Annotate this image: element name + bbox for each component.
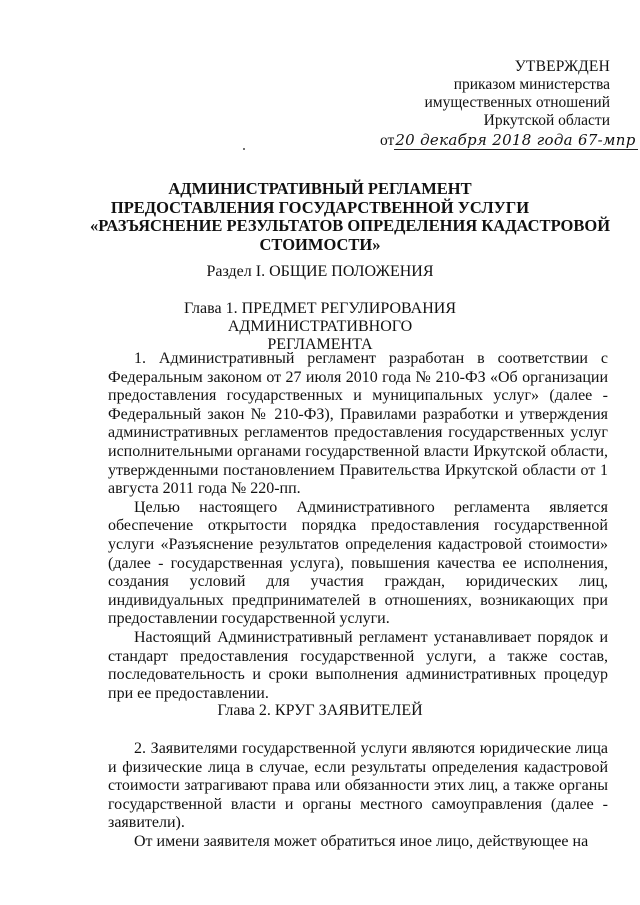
- handwritten-order-date-number: 20 декабря 2018 года 67-мпр: [395, 131, 636, 149]
- approval-line-2: имущественных отношений: [424, 94, 610, 111]
- approval-stamp: [380, 58, 636, 150]
- paragraph-representative: От имени заявителя может обратиться иное лицо, действующее на: [134, 832, 589, 850]
- scan-speck: [243, 148, 245, 150]
- approval-line-1: приказом министерства: [453, 76, 610, 93]
- title-line-2: ПРЕДОСТАВЛЕНИЯ ГОСУДАРСТВЕННОЙ УСЛУГИ: [110, 197, 530, 217]
- section-heading: Раздел I. ОБЩИЕ ПОЛОЖЕНИЯ: [206, 263, 434, 280]
- title-line-1: АДМИНИСТРАТИВНЫЙ РЕГЛАМЕНТ: [168, 179, 472, 198]
- chapter-1-heading-line-2: РЕГЛАМЕНТА: [267, 336, 373, 353]
- document-title: [90, 179, 611, 254]
- chapter-1-heading-line-1: Глава 1. ПРЕДМЕТ РЕГУЛИРОВАНИЯ АДМИНИСТРАТИВНОГО: [184, 300, 456, 335]
- approved-label: УТВЕРЖДЕН: [514, 58, 610, 75]
- title-line-3: «РАЗЪЯСНЕНИЕ РЕЗУЛЬТАТОВ ОПРЕДЕЛЕНИЯ КАДАСТРОВОЙ: [90, 216, 611, 235]
- approval-order-line: [380, 131, 636, 150]
- chapter-2-heading: Глава 2. КРУГ ЗАЯВИТЕЛЕЙ: [217, 702, 423, 719]
- approval-line-3: Иркутской области: [483, 112, 610, 129]
- title-line-4: СТОИМОСТИ»: [259, 234, 381, 254]
- chapter-1-body: [108, 350, 608, 703]
- paragraph-scope: Настоящий Административный регламент устанавливает порядок и стандарт предоставления государственной услуги, а также состав, последовательность и сроки выполнения административных процедур при ее предоставлении.: [108, 628, 608, 702]
- order-prefix: от: [380, 132, 395, 149]
- chapter-1-heading: [90, 300, 550, 354]
- paragraph-2: 2. Заявителями государственной услуги являются юридические лица и физические лица в случае, если результаты определения кадастровой стоимости затрагивают права или обязанности этих лиц, а также органы государственной власти и органы местного самоуправления (далее - заявители).: [108, 740, 608, 832]
- paragraph-1: 1. Административный регламент разработан в соответствии с Федеральным законом от 27 июля 2010 года № 210-ФЗ «Об организации предоставления государственных и муниципальных услуг» (далее - Федеральный закон № 210-ФЗ), Правилами разработки и утверждения административных регламентов предоставления государственных услуг исполнительными органами государственной власти Иркутской области, утвержденными постановлением Правительства Иркутской области от 1 августа 2011 года № 220-пп.: [108, 350, 608, 498]
- paragraph-purpose: Целью настоящего Административного регламента является обеспечение открытости порядка предоставления государственной услуги «Разъяснение результатов определения кадастровой стоимости» (далее - государственная услуга), повышения качества ее исполнения, создания условий для участия граждан, юридических лиц, индивидуальных предпринимателей в отношениях, возникающих при предоставлении государственной услуги.: [108, 498, 608, 628]
- chapter-2-body: [108, 740, 608, 852]
